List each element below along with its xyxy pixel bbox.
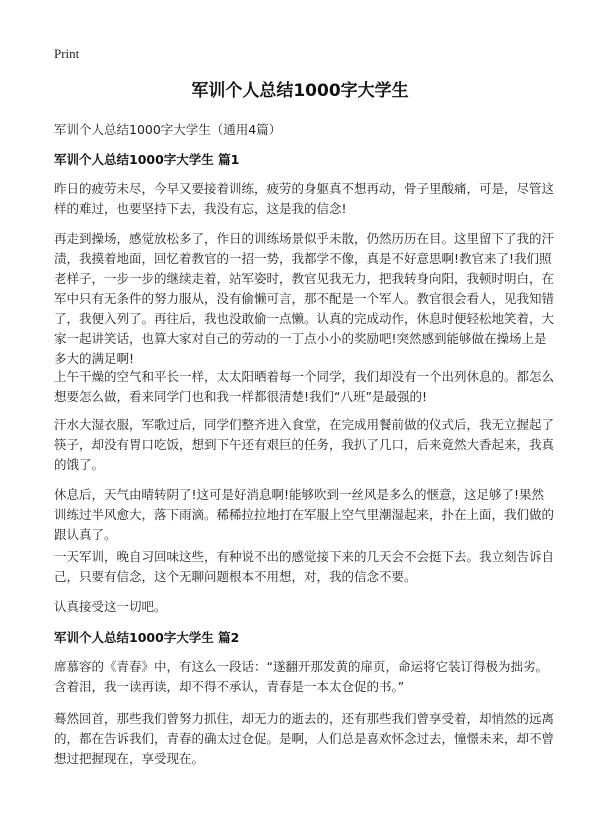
section-1-paragraph-4: 汗水大湿衣服，军歌过后，同学们整齐进入食堂，在完成用餐前做的仪式后，我无立握起了筷子，却没有胃口吃饭，想到下午还有艰巨的任务，我扒了几口，后来竟然大香起来，我真的饿了。 [54, 417, 555, 472]
section-heading-2: 军训个人总结1000字大学生 篇2 [54, 630, 240, 645]
section-heading-1: 军训个人总结1000字大学生 篇1 [54, 152, 240, 167]
section-1-paragraph-5: 休息后，天气由晴转阴了!这可是好消息啊!能够吹到一丝风是多么的惬意，这足够了!果然训练过半风愈大，落下雨滴。稀稀拉拉地打在军服上空气里潮湿起来，扑在上面，我们做的跟认真了。 [54, 487, 555, 542]
section-1-paragraph-1: 昨日的疲劳未尽，今早又要接着训练，疲劳的身躯真不想再动，骨子里酸痛，可是，尽管这样的难过，也要坚持下去，我没有忘，这是我的信念! [54, 181, 555, 216]
section-1-paragraph-2: 再走到操场，感觉放松多了，作日的训练场景似乎未散，仍然历历在目。这里留下了我的汗渍，我摸着地面，回忆着教官的一招一势，我都学不像，真是不好意思啊!教官来了!我们照老样子，一步一步的继续走着，站军姿时，教官见我无力，把我转身向阳，我顿时明白，在军中只有无条件的努力服从，没有偷懒可言，那不配是一个军人。教官很会看人，见我知错了，我便入列了。再往后，我也没敢偷一点懒。认真的完成动作，休息时便轻松地笑着，大家一起讲笑话，也算大家对自己的劳动的一丁点小小的奖励吧!突然感到能够做在操场上是多大的满足啊! [54, 231, 555, 366]
section-1-paragraph-3: 上午干燥的空气和平长一样，太太阳晒着每一个同学，我们却没有一个出列休息的。都怎么想要怎么做，看来同学门也和我一样都很清楚!我们“八班”是最强的! [54, 369, 555, 404]
section-1-paragraph-7: 认真接受这一切吧。 [54, 599, 167, 614]
document-subtitle: 军训个人总结1000字大学生（通用4篇） [54, 122, 282, 137]
section-2-paragraph-1: 席慕容的《青春》中，有这么一段话：“遂翻开那发黄的扉页，命运将它装订得极为拙劣。含着泪，我一读再读，却不得不承认，青春是一本太仓促的书。” [54, 659, 548, 694]
print-link[interactable]: Print [54, 46, 80, 61]
document-title: 军训个人总结1000字大学生 [191, 81, 409, 101]
section-1-paragraph-6: 一天军训，晚自习回味这些，有种说不出的感觉接下来的几天会不会挺下去。我立刻告诉自己，只要有信念，这个无聊问题根本不用想，对，我的信念不要。 [54, 549, 555, 584]
section-2-paragraph-2: 蓦然回首，那些我们曾努力抓住，却无力的逝去的，还有那些我们曾享受着，却悄然的远离的，都在告诉我们，青春的确太过仓促。是啊，人们总是喜欢怀念过去，憧憬未来，却不曾想过把握现在，享受现在。 [54, 711, 555, 766]
